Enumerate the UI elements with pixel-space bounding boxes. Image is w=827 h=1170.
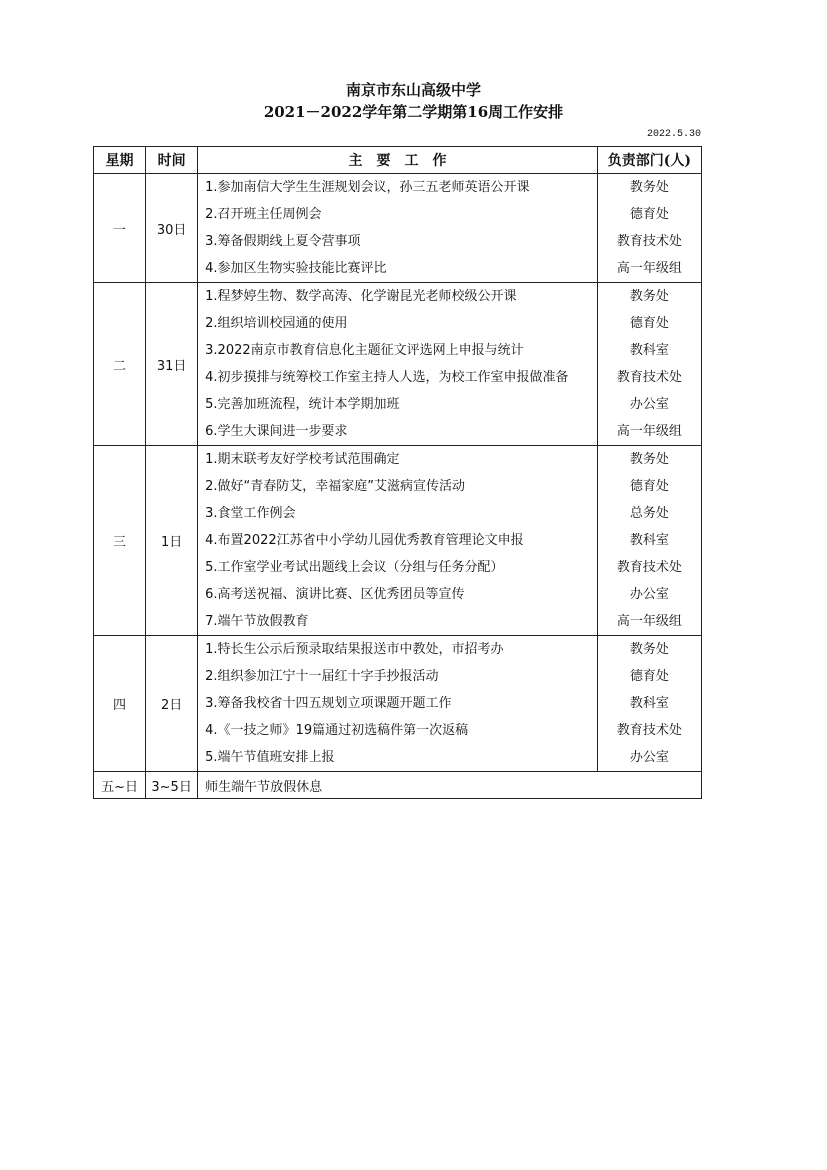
task-item: 3.筹备假期线上夏令营事项: [205, 234, 361, 249]
day-row: [94, 174, 702, 283]
header-dept: 负责部门(人): [597, 147, 701, 174]
departments-cell: [597, 446, 701, 636]
department-item: 德育处: [629, 207, 669, 222]
departments-cell: [597, 636, 701, 772]
date-cell: 30日: [146, 174, 198, 283]
task-item: 3.筹备我校省十四五规划立项课题开题工作: [205, 696, 452, 711]
department-item: 高一年级组: [616, 424, 682, 439]
department-item: 教务处: [629, 180, 669, 195]
task-item: 2.做好“青春防艾，幸福家庭”艾滋病宣传活动: [205, 479, 466, 494]
task-item: 3.食堂工作例会: [205, 506, 296, 521]
department-item: 教育技术处: [616, 723, 682, 738]
schedule-title: 2021－2022学年第二学期第16周工作安排: [263, 103, 564, 121]
task-item: 4.《一技之师》19篇通过初选稿件第一次返稿: [205, 723, 469, 738]
department-item: 德育处: [629, 316, 669, 331]
tasks-cell: [198, 446, 598, 636]
weekday-cell: 四: [94, 636, 146, 772]
header-work: 主 要 工 作: [198, 147, 598, 174]
task-item: 2.组织参加江宁十一届红十字手抄报活动: [205, 669, 439, 684]
schedule-body: [94, 174, 702, 799]
school-name: 南京市东山高级中学: [345, 81, 481, 99]
department-item: 教育技术处: [616, 560, 682, 575]
task-item: 4.初步摸排与统筹校工作室主持人人选，为校工作室申报做准备: [205, 370, 569, 385]
task-item: 5.工作室学业考试出题线上会议（分组与任务分配）: [205, 560, 504, 575]
tasks-cell: [198, 283, 598, 446]
schedule-table: [93, 146, 702, 799]
day-row: [94, 446, 702, 636]
department-item: 教育技术处: [616, 234, 682, 249]
task-item: 1.参加南信大学生生涯规划会议，孙三五老师英语公开课: [205, 180, 530, 195]
department-item: 办公室: [629, 587, 669, 602]
holiday-task-cell: 师生端午节放假休息: [198, 772, 702, 799]
department-item: 教务处: [629, 452, 669, 467]
tasks-cell: [198, 174, 598, 283]
weekday-cell: 二: [94, 283, 146, 446]
holiday-row: [94, 772, 702, 799]
header-day: 星期: [94, 147, 146, 174]
date-cell: 1日: [146, 446, 198, 636]
day-row: [94, 636, 702, 772]
task-item: 1.特长生公示后预录取结果报送市中教处，市招考办: [205, 642, 504, 657]
department-item: 总务处: [629, 506, 669, 521]
department-item: 教务处: [629, 289, 669, 304]
department-item: 教育技术处: [616, 370, 682, 385]
date-cell: 31日: [146, 283, 198, 446]
department-item: 教科室: [629, 696, 669, 711]
weekday-cell: 一: [94, 174, 146, 283]
department-item: 办公室: [629, 397, 669, 412]
date-cell: 2日: [146, 636, 198, 772]
department-item: 办公室: [629, 750, 669, 765]
task-item: 3.2022南京市教育信息化主题征文评选网上申报与统计: [205, 343, 524, 358]
holiday-date-cell: 3~5日: [146, 772, 198, 799]
task-item: 1.期末联考友好学校考试范围确定: [205, 452, 400, 467]
task-item: 5.完善加班流程，统计本学期加班: [205, 397, 400, 412]
departments-cell: [597, 174, 701, 283]
department-item: 高一年级组: [616, 614, 682, 629]
holiday-weekday-cell: 五~日: [94, 772, 146, 799]
task-item: 4.参加区生物实验技能比赛评比: [205, 261, 387, 276]
department-item: 德育处: [629, 479, 669, 494]
task-item: 6.学生大课间进一步要求: [205, 424, 348, 439]
department-item: 教科室: [629, 343, 669, 358]
document-date: 2022.5.30: [646, 129, 701, 140]
task-item: 2.召开班主任周例会: [205, 207, 322, 222]
task-item: 6.高考送祝福、演讲比赛、区优秀团员等宣传: [205, 587, 465, 602]
department-item: 德育处: [629, 669, 669, 684]
department-item: 高一年级组: [616, 261, 682, 276]
department-item: 教务处: [629, 642, 669, 657]
task-item: 5.端午节值班安排上报: [205, 750, 335, 765]
day-row: [94, 283, 702, 446]
task-item: 2.组织培训校园通的使用: [205, 316, 348, 331]
header-time: 时间: [146, 147, 198, 174]
weekday-cell: 三: [94, 446, 146, 636]
tasks-cell: [198, 636, 598, 772]
task-item: 1.程梦婷生物、数学高涛、化学谢昆光老师校级公开课: [205, 289, 517, 304]
department-item: 教科室: [629, 533, 669, 548]
departments-cell: [597, 283, 701, 446]
table-header-row: [94, 147, 702, 174]
task-item: 7.端午节放假教育: [205, 614, 309, 629]
task-item: 4.布置2022江苏省中小学幼儿园优秀教育管理论文申报: [205, 533, 524, 548]
